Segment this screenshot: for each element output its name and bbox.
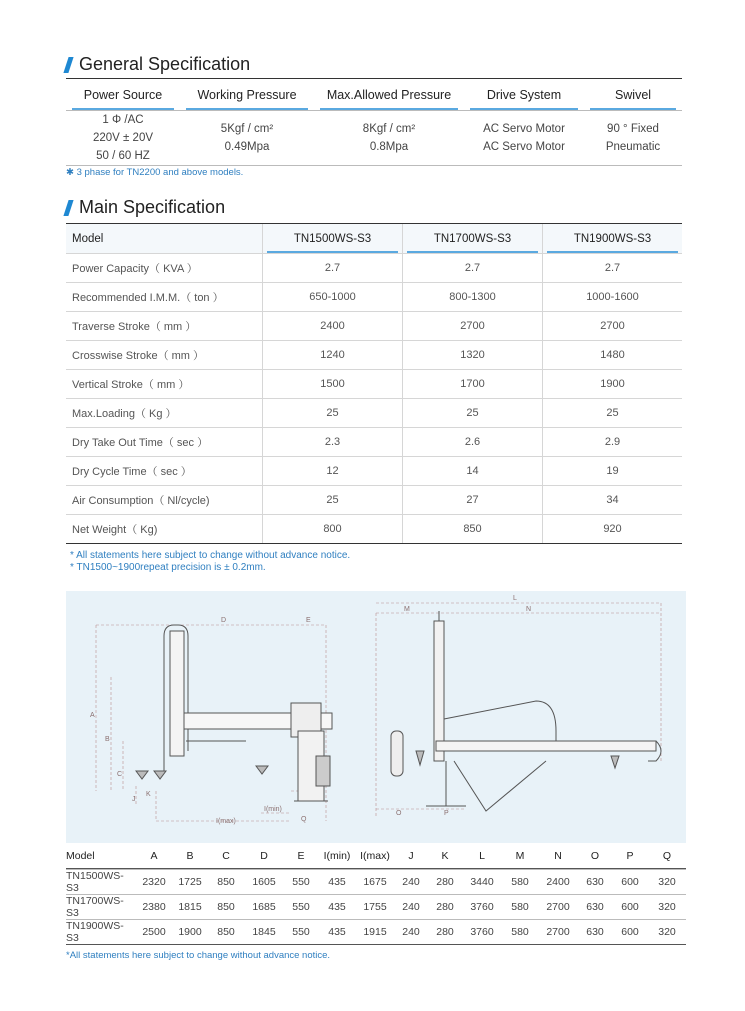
dimension-value: 1915 [363, 926, 387, 938]
dimension-value: 850 [217, 901, 235, 913]
dimension-value: 435 [328, 901, 346, 913]
spec-value: 1700 [402, 370, 542, 398]
dimension-value: 1845 [252, 926, 276, 938]
dimension-value: 1900 [178, 926, 202, 938]
dimension-value: 2320 [142, 876, 166, 888]
dimension-value: 280 [436, 901, 454, 913]
dimension-value: 1605 [252, 876, 276, 888]
dimension-table [66, 843, 686, 945]
spec-value: 1000-1600 [542, 283, 682, 311]
technical-drawing [66, 591, 686, 843]
main-note-1: * All statements here subject to change without advance notice. [70, 550, 351, 561]
main-spec-header-row [66, 224, 682, 253]
dimension-value: 580 [511, 901, 529, 913]
main-note-2: * TN1500~1900repeat precision is ± 0.2mm. [70, 562, 266, 573]
dim-label-p: P [444, 810, 449, 817]
spec-value: 920 [542, 515, 682, 543]
header-drive-system: Drive System [464, 79, 584, 110]
header-power-source: Power Source [66, 79, 180, 110]
spec-value: 25 [262, 399, 402, 427]
dimension-value: 3760 [470, 901, 494, 913]
max-pressure-mpa: 0.8Mpa [369, 141, 409, 153]
dimension-header-row [66, 843, 686, 869]
spec-value: 19 [542, 457, 682, 485]
dim-label-d: D [221, 617, 227, 624]
power-voltage: 220V ± 20V [92, 132, 154, 144]
dimension-value: 850 [217, 876, 235, 888]
dimension-model: TN1700WS-S3 [66, 895, 124, 919]
dimension-value: 1675 [363, 876, 387, 888]
dimension-value: 550 [292, 926, 310, 938]
spec-value: 2.6 [402, 428, 542, 456]
dimension-value: 2380 [142, 901, 166, 913]
general-spec-note: ✱ 3 phase for TN2200 and above models. [66, 167, 244, 178]
dimension-value: 600 [621, 926, 639, 938]
general-spec-body-row [66, 110, 682, 166]
dimension-value: 280 [436, 926, 454, 938]
dimension-value: 3440 [470, 876, 494, 888]
dimension-row [66, 894, 686, 919]
dimension-value: 435 [328, 876, 346, 888]
dimension-model: TN1900WS-S3 [66, 920, 124, 944]
dimension-value: 630 [586, 926, 604, 938]
dimension-value: 600 [621, 901, 639, 913]
spec-label: Air Consumption（ Nl/cycle) [72, 495, 210, 507]
dim-label-e: E [306, 617, 311, 624]
spec-value: 2400 [262, 312, 402, 340]
spec-label: Power Capacity（ KVA ） [72, 263, 198, 275]
dimension-value: 2700 [546, 901, 570, 913]
dimension-header-cell: L [479, 849, 485, 862]
drive-system-1: AC Servo Motor [483, 123, 565, 135]
spec-value: 1320 [402, 341, 542, 369]
dimension-value: 2400 [546, 876, 570, 888]
dimension-header-cell: O [590, 849, 600, 862]
header-model-3: TN1900WS-S3 [542, 224, 682, 253]
spec-value: 850 [402, 515, 542, 543]
spec-value: 25 [542, 399, 682, 427]
spec-value: 2700 [542, 312, 682, 340]
spec-label: Traverse Stroke（ mm ） [72, 321, 197, 333]
dim-label-o: O [396, 810, 402, 817]
dimension-header-cell: J [408, 849, 414, 862]
cell-max-pressure [314, 120, 464, 156]
main-spec-table [66, 223, 682, 544]
header-swivel: Swivel [584, 79, 682, 110]
dimension-value: 1725 [178, 876, 202, 888]
spec-label: Recommended I.M.M.（ ton ） [72, 292, 224, 304]
general-spec-title [66, 54, 250, 75]
header-max-pressure: Max.Allowed Pressure [314, 79, 464, 110]
dimension-value: 280 [436, 876, 454, 888]
dimension-value: 240 [402, 926, 420, 938]
dimension-value: 580 [511, 926, 529, 938]
header-model: Model [72, 232, 104, 245]
dimension-value: 1815 [178, 901, 202, 913]
main-spec-row [66, 311, 682, 340]
main-spec-row [66, 514, 682, 543]
dimension-value: 580 [511, 876, 529, 888]
main-spec-row [66, 485, 682, 514]
dimension-value: 240 [402, 876, 420, 888]
dimension-note: *All statements here subject to change without advance notice. [66, 950, 331, 961]
dim-label-m: M [404, 606, 410, 613]
dimension-header-cell: Q [662, 849, 672, 862]
main-spec-title [66, 197, 225, 218]
spec-value: 2700 [402, 312, 542, 340]
swivel-angle: 90 ° Fixed [607, 123, 659, 135]
general-spec-header-row [66, 78, 682, 110]
dim-label-a: A [90, 712, 95, 719]
header-model-1: TN1500WS-S3 [262, 224, 402, 253]
spec-value: 2.3 [262, 428, 402, 456]
dimension-header-cell: C [222, 849, 230, 862]
dimension-header-cell: I(max) [360, 849, 390, 862]
dimension-value: 2700 [546, 926, 570, 938]
main-spec-row [66, 398, 682, 427]
general-spec-heading: General Specification [79, 54, 251, 74]
dimension-value: 550 [292, 876, 310, 888]
dimension-header-cell: I(min) [323, 849, 351, 862]
spec-value: 800-1300 [402, 283, 542, 311]
cell-swivel [584, 120, 682, 156]
spec-value: 1500 [262, 370, 402, 398]
spec-label: Max.Loading（ Kg ） [72, 408, 177, 420]
dim-label-n: N [526, 606, 532, 613]
dimension-header-cell: K [441, 849, 449, 862]
spec-value: 1480 [542, 341, 682, 369]
dimension-value: 320 [658, 926, 676, 938]
main-spec-row [66, 282, 682, 311]
spec-value: 25 [402, 399, 542, 427]
spec-value: 34 [542, 486, 682, 514]
spec-value: 14 [402, 457, 542, 485]
spec-value: 800 [262, 515, 402, 543]
main-spec-row [66, 253, 682, 282]
dim-label-j: J [132, 796, 136, 803]
main-spec-row [66, 369, 682, 398]
dimension-value: 240 [402, 901, 420, 913]
dimension-value: 630 [586, 901, 604, 913]
dimension-header-cell: B [186, 849, 194, 862]
dimension-value: 320 [658, 876, 676, 888]
main-spec-row [66, 456, 682, 485]
dim-label-c: C [117, 771, 123, 778]
spec-value: 1240 [262, 341, 402, 369]
robot-arm-drawing [66, 591, 686, 843]
dimension-value: 1755 [363, 901, 387, 913]
dim-label-imin: I(min) [264, 806, 282, 813]
main-spec-row [66, 340, 682, 369]
dimension-value: 2500 [142, 926, 166, 938]
dim-label-b: B [105, 736, 110, 743]
dimension-header-cell: D [260, 849, 268, 862]
main-spec-row [66, 427, 682, 456]
power-frequency: 50 / 60 HZ [96, 150, 150, 162]
dimension-row [66, 919, 686, 944]
dimension-value: 435 [328, 926, 346, 938]
spec-value: 2.7 [262, 254, 402, 282]
spec-value: 12 [262, 457, 402, 485]
spec-label: Dry Cycle Time（ sec ） [72, 466, 192, 478]
dimension-value: 320 [658, 901, 676, 913]
dimension-row [66, 869, 686, 894]
dimension-header-cell: E [297, 849, 305, 862]
header-working-pressure: Working Pressure [180, 79, 314, 110]
cell-drive-system [464, 120, 584, 156]
spec-value: 1900 [542, 370, 682, 398]
general-spec-table [66, 78, 682, 166]
spec-value: 25 [262, 486, 402, 514]
cell-working-pressure [180, 120, 314, 156]
dim-label-k: K [146, 791, 151, 798]
dim-label-q: Q [301, 816, 307, 823]
dimension-header-cell: N [554, 849, 562, 862]
spec-value: 650-1000 [262, 283, 402, 311]
dim-label-imax: I(max) [216, 818, 236, 825]
dimension-header-cell: P [626, 849, 634, 862]
dimension-value: 630 [586, 876, 604, 888]
dimension-header-cell: M [515, 849, 525, 862]
drive-system-2: AC Servo Motor [483, 141, 565, 153]
spec-value: 27 [402, 486, 542, 514]
title-accent-bar [63, 57, 73, 73]
spec-value: 2.7 [542, 254, 682, 282]
working-pressure-mpa: 0.49Mpa [224, 141, 270, 153]
spec-value: 2.9 [542, 428, 682, 456]
dimension-value: 3760 [470, 926, 494, 938]
dimension-value: 1685 [252, 901, 276, 913]
spec-label: Crosswise Stroke（ mm ） [72, 350, 205, 362]
main-spec-notes [70, 550, 350, 574]
header-model-2: TN1700WS-S3 [402, 224, 542, 253]
dim-label-l: L [513, 595, 517, 602]
dimension-value: 600 [621, 876, 639, 888]
spec-label: Vertical Stroke（ mm ） [72, 379, 190, 391]
dimension-value: 850 [217, 926, 235, 938]
dimension-value: 550 [292, 901, 310, 913]
power-phase: 1 Φ /AC [102, 114, 144, 126]
max-pressure-kgf: 8Kgf / cm² [362, 123, 416, 135]
spec-label: Dry Take Out Time（ sec ） [72, 437, 209, 449]
cell-power-source [66, 111, 180, 165]
spec-value: 2.7 [402, 254, 542, 282]
dimension-model: TN1500WS-S3 [66, 870, 124, 894]
swivel-type: Pneumatic [605, 141, 661, 153]
spec-label: Net Weight（ Kg) [72, 524, 158, 536]
main-spec-heading: Main Specification [79, 197, 226, 217]
dimension-header-cell: A [150, 849, 158, 862]
title-accent-bar [63, 200, 73, 216]
dimension-header-cell: Model [66, 849, 95, 862]
working-pressure-kgf: 5Kgf / cm² [220, 123, 274, 135]
